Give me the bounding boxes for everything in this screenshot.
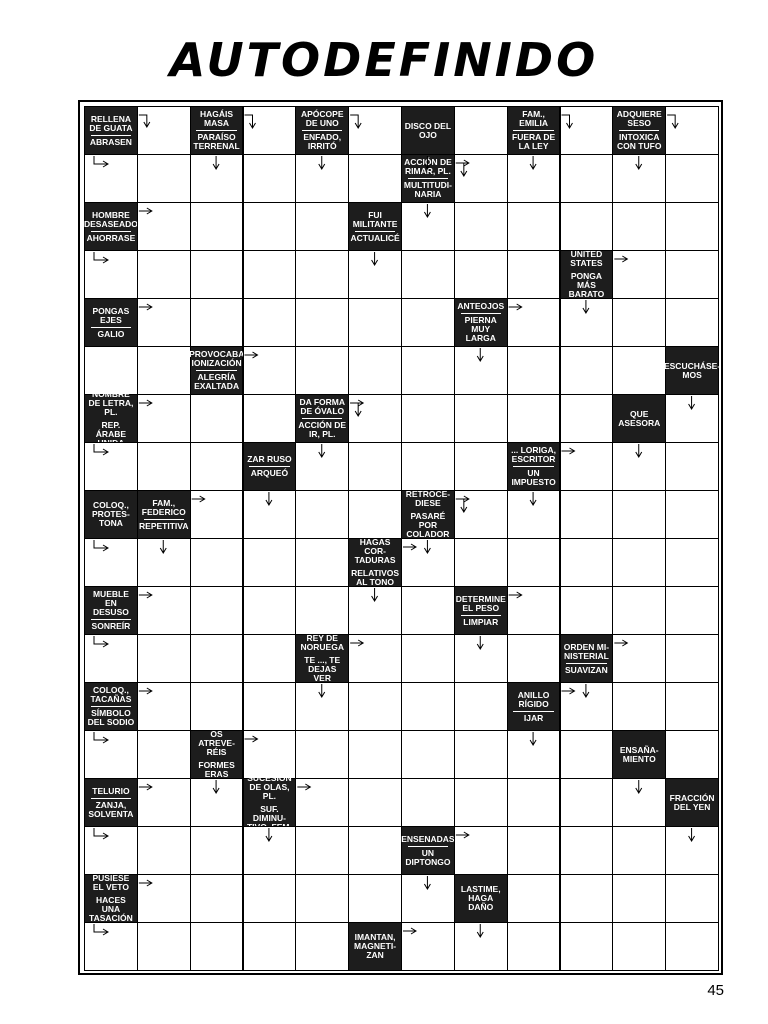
arrow-down-right-icon xyxy=(94,732,108,743)
arrow-down-icon xyxy=(530,732,536,745)
arrow-down-right-icon xyxy=(94,252,108,263)
clue-text: SUF. DIMINU-TIVO, FEM. xyxy=(246,803,292,832)
arrow-right-icon xyxy=(614,640,627,646)
arrow-down-icon xyxy=(424,204,430,217)
arrow-right-icon xyxy=(192,496,205,502)
arrow-down-icon xyxy=(583,684,589,697)
clue-text: ARQUEÓ xyxy=(250,468,289,478)
clue-text: COLOQ., PROTES-TONA xyxy=(92,500,130,528)
arrow-right-icon xyxy=(403,928,416,934)
arrow-right-icon xyxy=(139,880,152,886)
clue-text: RETROCE-DIESE xyxy=(405,489,451,508)
clue-text: ENSENADAS xyxy=(401,833,455,844)
clue-text: ... LORIGA, ESCRITOR xyxy=(511,445,556,464)
clue-text: ESCUCHÁSE-MOS xyxy=(663,360,721,380)
arrows-layer xyxy=(84,106,721,970)
clue-text: GALIO xyxy=(97,328,125,339)
page-number: 45 xyxy=(707,982,724,999)
arrow-right-icon xyxy=(139,592,152,598)
clue-text: FAM., FEDERICO xyxy=(141,497,186,517)
clue-text: TELURIO xyxy=(92,785,130,796)
clue-text: ENFADO, IRRITÓ xyxy=(303,132,342,151)
clue-text: PARAÍSO TERRENAL xyxy=(193,132,240,151)
arrow-down-icon xyxy=(477,636,483,649)
clue-text: DA FORMA DE ÓVALO xyxy=(299,397,345,416)
arrow-right-icon xyxy=(139,688,152,694)
clue-text: FUI MILITANTE xyxy=(352,209,398,229)
clue-text: HAGÁIS MASA xyxy=(200,109,234,128)
clue-text: TE ..., TE DEJAS VER xyxy=(304,655,341,683)
arrow-down-icon xyxy=(477,924,483,937)
clue-text: FRACCIÓN DEL YEN xyxy=(669,792,715,812)
clue-text: OS ATREVE-RÉIS xyxy=(198,729,235,757)
arrow-down-icon xyxy=(689,828,695,841)
clue-text: ZANJA, SOLVENTA xyxy=(88,799,134,819)
arrow-right-icon xyxy=(562,448,575,454)
crossword-grid xyxy=(84,106,721,970)
clue-text: DISCO DEL OJO xyxy=(404,120,452,140)
clue-text: MUEBLE EN DESUSO xyxy=(92,589,129,617)
arrow-right-icon xyxy=(245,736,258,742)
clue-text: UNITED STATES xyxy=(570,249,603,268)
clue-text: REY DE NORUEGA xyxy=(300,633,344,652)
clue-text: COLOQ., TACAÑAS xyxy=(90,685,132,704)
arrow-right-icon xyxy=(139,208,152,214)
arrow-down-icon xyxy=(266,828,272,841)
clue-text: UN DIPTONGO xyxy=(405,847,451,867)
clue-text: SUCESIÓN DE OLAS, PL. xyxy=(247,772,292,801)
clue-text: ANTEOJOS xyxy=(457,301,505,311)
arrow-down-icon xyxy=(319,684,325,697)
arrow-right-down-icon xyxy=(350,115,361,128)
clue-text: ACCIÓN DE IR, PL. xyxy=(298,420,347,439)
arrow-down-icon xyxy=(689,396,695,409)
arrow-down-right-icon xyxy=(94,828,108,839)
arrow-down-right-icon xyxy=(94,540,108,551)
arrow-down-icon xyxy=(372,252,378,265)
clue-text: RELATIVOS AL TONO xyxy=(351,568,400,587)
clue-text: SÍMBOLO DEL SODIO xyxy=(87,708,135,727)
arrow-right-icon xyxy=(509,592,522,598)
clue-text: PIERNA MUY LARGA xyxy=(464,315,497,343)
arrow-right-icon xyxy=(297,784,310,790)
clue-text: PASARÉ POR COLADOR xyxy=(406,511,450,539)
arrow-right-icon xyxy=(245,352,258,358)
clue-text: PUSIESE EL VETO xyxy=(92,873,130,892)
arrow-down-icon xyxy=(424,540,430,553)
arrow-down-icon xyxy=(583,300,589,313)
clue-text: REPETITIVA xyxy=(139,520,189,531)
clue-text: ANILLO RÍGIDO xyxy=(517,689,550,709)
clue-text: RELLENA DE GUATA xyxy=(89,113,133,133)
arrow-down-icon xyxy=(636,444,642,457)
arrow-down-right-icon xyxy=(94,924,108,935)
clue-text: PONGAS EJES xyxy=(92,305,130,325)
clue-text: ACTUALICÉ xyxy=(350,232,400,243)
clue-text: ABRASEN xyxy=(89,136,132,147)
arrow-down-right-icon xyxy=(94,156,108,167)
arrow-right-icon xyxy=(509,304,522,310)
clue-text: HAGAS COR-TADURAS xyxy=(354,537,396,565)
arrow-down-icon xyxy=(372,588,378,601)
arrow-down-icon xyxy=(424,156,430,169)
clue-text: UN IMPUESTO xyxy=(511,468,556,487)
arrow-right-down-icon xyxy=(139,115,150,127)
arrow-down-icon xyxy=(213,156,219,169)
clue-text: ALEGRÍA EXALTADA xyxy=(194,372,240,391)
arrow-down-icon xyxy=(213,780,219,793)
clue-text: ZAR RUSO xyxy=(247,454,292,464)
clue-text: ACCIÓN DE RIMAR, PL. xyxy=(404,157,452,176)
arrow-right-down-icon xyxy=(667,115,678,128)
clue-text: PONGA MÁS BARATO xyxy=(568,271,605,299)
clue-text: NOMBRE DE LETRA, PL. xyxy=(88,388,134,417)
arrow-down-icon xyxy=(319,444,325,457)
clue-text: FORMES ERAS xyxy=(198,760,235,779)
clue-text: LASTIME, HAGA DAÑO xyxy=(460,884,501,912)
clue-text: ORDEN MI-NISTERIAL xyxy=(563,641,610,661)
clue-text: PROVOCABA IONIZACIÓN xyxy=(189,349,245,368)
arrow-right-icon xyxy=(456,832,469,838)
clue-text: SUAVIZAN xyxy=(565,664,608,675)
puzzle-title: AUTODEFINIDO xyxy=(169,33,599,87)
arrow-right-icon xyxy=(562,688,575,694)
clue-text: MULTITUDI-NARIA xyxy=(403,180,452,199)
arrow-right-icon xyxy=(350,640,363,646)
arrow-down-icon xyxy=(160,540,166,553)
arrow-right-icon xyxy=(614,256,627,262)
arrow-right-icon xyxy=(139,400,152,406)
clue-text: HOMBRE DESASEADO xyxy=(84,209,138,229)
arrow-down-icon xyxy=(319,156,325,169)
clue-text: DETERMINE EL PESO xyxy=(455,593,506,613)
arrow-right-down-icon xyxy=(245,115,256,128)
clue-text: SONREÍR xyxy=(91,621,131,631)
arrow-right-icon xyxy=(403,544,416,550)
clue-text: REP. ÁRABE UNIDA xyxy=(95,419,127,448)
clue-text: ADQUIERE SESO xyxy=(616,109,662,128)
arrow-down-right-icon xyxy=(94,444,108,455)
arrow-down-icon xyxy=(266,492,272,505)
clue-text: ENSAÑA-MIENTO xyxy=(619,744,659,764)
arrow-down-icon xyxy=(477,348,483,361)
clue-text: FAM., EMILIA xyxy=(519,109,548,128)
clue-text: INTOXICA CON TUFO xyxy=(617,132,662,151)
clue-text: FUERA DE LA LEY xyxy=(512,132,556,151)
arrow-right-icon xyxy=(139,784,152,790)
arrow-down-icon xyxy=(530,492,536,505)
arrow-right-icon xyxy=(139,304,152,310)
arrow-down-right-icon xyxy=(94,636,108,647)
arrow-down-icon xyxy=(530,156,536,169)
clue-text: IMANTAN, MAGNETI-ZAN xyxy=(354,932,397,960)
clue-text: HACES UNA TASACIÓN xyxy=(89,895,133,923)
arrow-down-icon xyxy=(424,876,430,889)
clue-text: AHORRASE xyxy=(86,232,136,243)
clue-text: LIMPIAR xyxy=(463,616,499,627)
arrow-right-down-icon xyxy=(562,115,573,128)
clue-text: APÓCOPE DE UNO xyxy=(300,109,344,128)
clue-text: IJAR xyxy=(523,712,544,723)
clue-text: QUE ASESORA xyxy=(618,408,661,428)
arrow-down-icon xyxy=(636,780,642,793)
arrow-down-icon xyxy=(636,156,642,169)
